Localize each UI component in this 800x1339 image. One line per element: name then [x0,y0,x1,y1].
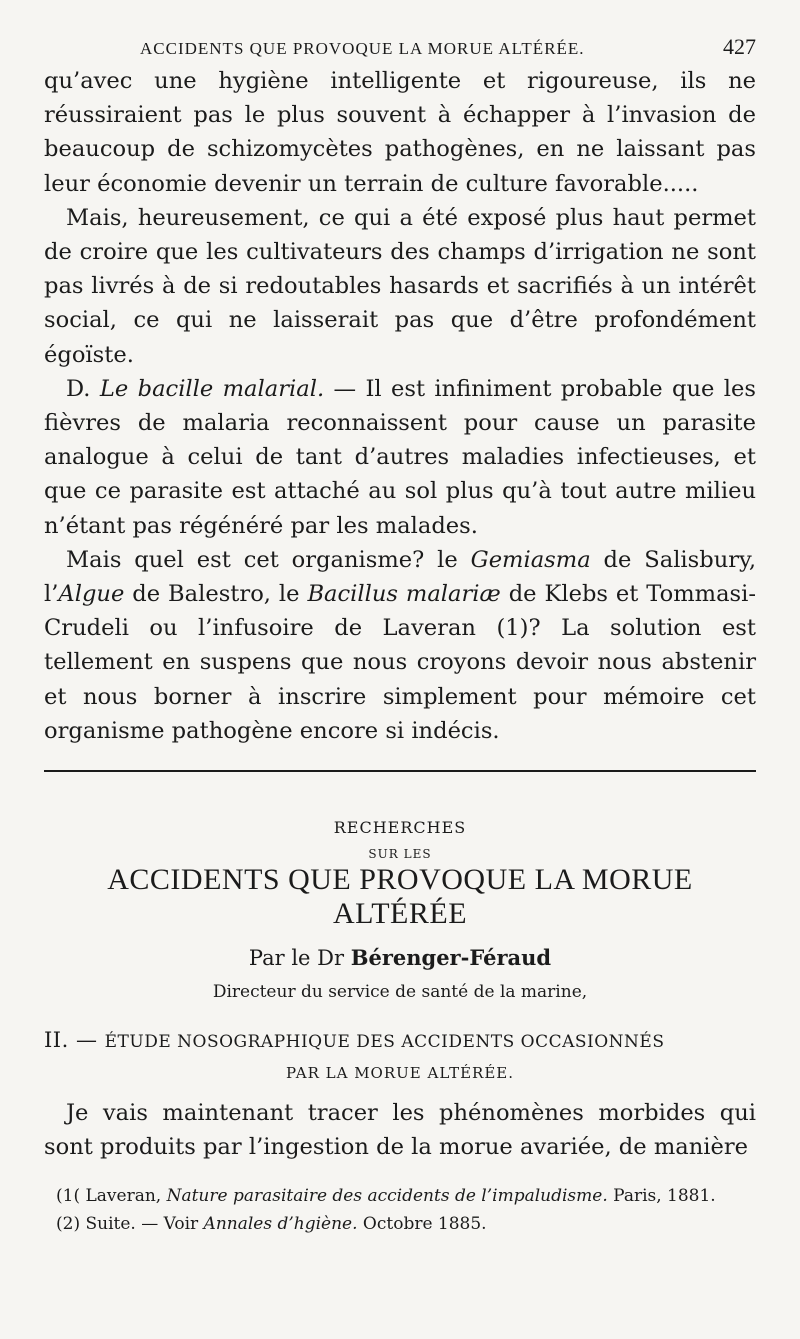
author-name: Bérenger-Féraud [350,945,552,971]
italic-term: Algue [58,581,125,608]
italic-title: Annales d’hgiène. [203,1214,358,1235]
section-letter: D. [66,375,100,402]
paragraph-3-text: — Il est infiniment probable que les fièvres de malaria reconnaissent pour cause un parasite analogue à celui de tant d’autres maladies infectieuses, et que ce parasite est attaché au sol plus qu’à tout autre milieu n’étant pas régénéré par les malades. [44,375,756,539]
intro-text: Je vais maintenant tracer les phénomènes morbides qui sont produits par l’ingestion de la morue avariée, de manière [44,1100,756,1161]
running-header [44,34,756,64]
section-heading-italic: Le bacille malarial. [99,375,325,402]
text-span: de Balestro, le [124,581,308,608]
italic-term: Gemiasma [470,546,591,573]
text-span: Mais quel est cet organisme? le [66,546,471,573]
section-title: ÉTUDE NOSOGRAPHIQUE DES ACCIDENTS OCCASIONNÉS [104,1032,665,1053]
intro-paragraph [44,1096,756,1164]
author-line [44,945,756,970]
running-title: ACCIDENTS QUE PROVOQUE LA MORUE ALTÉRÉE. [140,39,585,58]
article-title: ACCIDENTS QUE PROVOQUE LA MORUE ALTÉRÉE [107,863,693,931]
text-span: Paris, 1881. [607,1186,716,1207]
section-number: II. — [44,1028,105,1053]
page-number: 427 [723,34,756,59]
text-span: (1( Laveran, [56,1186,167,1207]
section-heading [44,1028,756,1052]
paragraph-4 [44,543,756,748]
footnote-2 [44,1212,756,1236]
paragraph-1: qu’avec une hygiène intelligente et rigoureuse, ils ne réussiraient pas le plus souvent à échapper à l’invasion de beaucoup de schizomycètes pathogènes, en ne laissant pas leur économie devenir un terrain de culture favorable..... [44,68,756,197]
footnotes [44,1184,756,1236]
text-span: de Klebs et Tommasi-Crudeli ou l’infusoire de Laveran (1)? La solution est tellement en suspens que nous croyons devoir nous abstenir et nous borner à inscrire simplement pour mémoire cet organisme pathogène encore si indécis. [44,581,756,744]
author-role: Directeur du service de santé de la marine, [212,982,588,1003]
body-text [44,64,756,748]
text-span: (2) Suite. — Voir [56,1214,204,1235]
section-divider [44,770,756,772]
author-prefix: Par le Dr [248,946,351,971]
italic-title: Nature parasitaire des accidents de l’impaludisme. [166,1186,608,1207]
italic-term: Bacillus malariæ [307,581,501,608]
paragraph-3 [44,372,756,543]
page [44,34,756,1240]
text-span: de Salisbury, l’ [44,546,757,608]
text-span: Octobre 1885. [357,1214,487,1235]
sur-les-label: SUR LES [368,847,432,862]
footnote-1 [44,1184,756,1208]
paragraph-2: Mais, heureusement, ce qui a été exposé plus haut permet de croire que les cultivateurs des champs d’irrigation ne sont pas livrés à de si redoutables hasards et sacrifiés à un intérêt social, ce qui ne laisserait pas que d’être profondément égoïste. [44,204,756,368]
section-heading-cont: PAR LA MORUE ALTÉRÉE. [286,1064,514,1083]
recherches-label: RECHERCHES [333,818,467,838]
